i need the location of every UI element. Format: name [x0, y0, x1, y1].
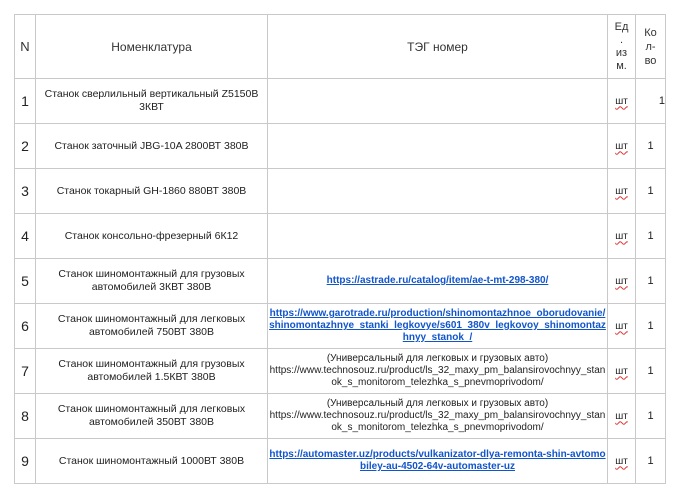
row-number: 3: [15, 169, 36, 214]
tag-url: https://www.technosouz.ru/product/ls_32_maxy_pm_balansirovochnyy_stanok_s_monitorom_telezhka_s_pnevmoprivodom/: [269, 410, 606, 433]
row-unit: [608, 439, 636, 484]
row-unit: [608, 394, 636, 439]
row-name: Станок шиномонтажный для грузовых автомобилей 3КВТ 380В: [36, 259, 268, 304]
row-qty: 1: [636, 394, 666, 439]
header-unit-line: м.: [616, 59, 627, 72]
row-name: Станок шиномонтажный 1000ВТ 380В: [36, 439, 268, 484]
row-tag: [268, 349, 608, 394]
header-qty-line: л-: [645, 40, 656, 53]
header-tag: ТЭГ номер: [268, 15, 608, 79]
table-row: [15, 304, 666, 349]
tag-note: (Универсальный для легковых и грузовых авто): [326, 353, 549, 364]
row-unit-text: шт: [615, 455, 628, 467]
row-unit: [608, 259, 636, 304]
header-qty-line: Ко: [644, 26, 657, 39]
row-number: 2: [15, 124, 36, 169]
table-row: [15, 214, 666, 259]
row-number: 8: [15, 394, 36, 439]
row-tag: [268, 214, 608, 259]
header-unit-line: из: [615, 46, 628, 59]
row-unit-text: шт: [615, 410, 628, 422]
row-tag: [268, 79, 608, 124]
header-unit-line: Ед: [614, 20, 629, 33]
row-unit: [608, 214, 636, 259]
table-row: [15, 169, 666, 214]
row-qty: 1: [636, 214, 666, 259]
row-unit-text: шт: [615, 320, 628, 332]
row-tag: [268, 169, 608, 214]
table-row: [15, 79, 666, 124]
row-number: 6: [15, 304, 36, 349]
row-unit-text: шт: [615, 95, 628, 107]
header-name: Номенклатура: [36, 15, 268, 79]
row-qty: 1: [636, 79, 666, 124]
row-number: 9: [15, 439, 36, 484]
row-qty: 1: [636, 124, 666, 169]
row-name: Станок консольно-фрезерный 6К12: [36, 214, 268, 259]
row-qty: 1: [636, 349, 666, 394]
row-tag: [268, 394, 608, 439]
row-name: Станок сверлильный вертикальный Z5150B 3КВТ: [36, 79, 268, 124]
row-number: 7: [15, 349, 36, 394]
row-tag: [268, 124, 608, 169]
row-unit-text: шт: [615, 365, 628, 377]
row-name: Станок шиномонтажный для грузовых автомобилей 1.5КВТ 380В: [36, 349, 268, 394]
tag-note: (Универсальный для легковых и грузовых авто): [326, 398, 549, 409]
tag-link[interactable]: https://automaster.uz/products/vulkanizator-dlya-remonta-shin-avtomobiley-au-4502-64v-automaster-uz: [269, 449, 606, 472]
row-unit: [608, 79, 636, 124]
row-qty: 1: [636, 169, 666, 214]
row-unit-text: шт: [615, 140, 628, 152]
tag-link[interactable]: https://astrade.ru/catalog/item/ae-t-mt-298-380/: [326, 275, 549, 286]
row-unit: [608, 349, 636, 394]
row-unit-text: шт: [615, 185, 628, 197]
row-name: Станок шиномонтажный для легковых автомобилей 350ВТ 380В: [36, 394, 268, 439]
table-row: [15, 394, 666, 439]
header-unit: [608, 15, 636, 79]
row-unit: [608, 169, 636, 214]
row-name: Станок токарный GH-1860 880ВТ 380В: [36, 169, 268, 214]
tag-url: https://www.technosouz.ru/product/ls_32_maxy_pm_balansirovochnyy_stanok_s_monitorom_telezhka_s_pnevmoprivodom/: [269, 365, 606, 388]
row-tag: [268, 259, 608, 304]
row-name: Станок шиномонтажный для легковых автомобилей 750ВТ 380В: [36, 304, 268, 349]
equipment-table: [14, 14, 666, 484]
header-qty: [636, 15, 666, 79]
table-row: [15, 349, 666, 394]
table-header-row: [15, 15, 666, 79]
row-tag: [268, 439, 608, 484]
row-qty: 1: [636, 439, 666, 484]
row-number: 5: [15, 259, 36, 304]
table-row: [15, 124, 666, 169]
row-unit: [608, 304, 636, 349]
row-unit-text: шт: [615, 230, 628, 242]
table-row: [15, 439, 666, 484]
row-name: Станок заточный JBG-10A 2800ВТ 380В: [36, 124, 268, 169]
tag-link[interactable]: https://www.garotrade.ru/production/shinomontazhnoe_oborudovanie/shinomontazhnye_stanki_legkovye/s601_380v_legkovoy_shinomontazhnyy_stanok_/: [269, 308, 606, 343]
header-qty-line: во: [644, 54, 657, 67]
header-n: N: [15, 15, 36, 79]
row-unit: [608, 124, 636, 169]
row-tag: [268, 304, 608, 349]
header-unit-line: .: [619, 33, 624, 46]
row-qty: 1: [636, 259, 666, 304]
row-unit-text: шт: [615, 275, 628, 287]
row-number: 4: [15, 214, 36, 259]
row-number: 1: [15, 79, 36, 124]
row-qty: 1: [636, 304, 666, 349]
table-row: [15, 259, 666, 304]
